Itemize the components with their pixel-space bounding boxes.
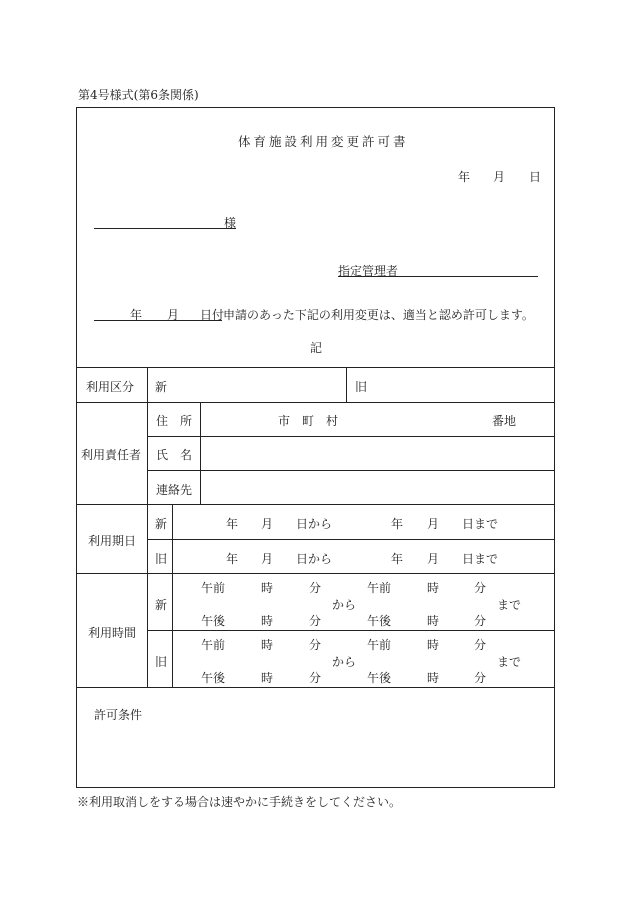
period-old-start-year: 年 — [226, 552, 239, 566]
period-old-end-day: 日まで — [462, 552, 499, 566]
time-old-mark: 旧 — [155, 655, 168, 669]
usage-time-label: 利用時間 — [88, 626, 137, 640]
time-new-end-am-hour: 時 — [427, 581, 440, 595]
issue-month-label: 月 — [493, 170, 506, 184]
time-old-end-pm-hour: 時 — [427, 671, 440, 685]
ki-label: 記 — [310, 341, 323, 355]
responsible-person-label: 利用責任者 — [81, 448, 142, 462]
time-old-start-pm-hour: 時 — [261, 671, 274, 685]
time-old-end-am: 午前 — [367, 638, 392, 652]
time-new-end-pm-hour: 時 — [427, 614, 440, 628]
time-new-until: まで — [497, 598, 522, 612]
period-new-end-year: 年 — [391, 517, 404, 531]
time-new-mark: 新 — [155, 598, 168, 612]
time-new-start-pm-minute: 分 — [309, 614, 322, 628]
time-old-start-pm: 午後 — [201, 671, 226, 685]
address-village-label: 村 — [326, 414, 339, 428]
time-old-from: から — [332, 655, 357, 669]
time-new-start-am-hour: 時 — [261, 581, 274, 595]
permit-conditions-label: 許可条件 — [94, 708, 143, 722]
issue-day-label: 日 — [529, 170, 542, 184]
issuer-label: 指定管理者 — [338, 264, 399, 278]
time-new-from: から — [332, 598, 357, 612]
period-old-end-month: 月 — [427, 552, 440, 566]
usage-category-old-label: 旧 — [355, 380, 368, 394]
time-old-end-pm: 午後 — [367, 671, 392, 685]
application-year-label: 年 — [130, 308, 143, 322]
form-title: 体育施設利用変更許可書 — [238, 134, 409, 149]
period-new-end-month: 月 — [427, 517, 440, 531]
period-old-start-month: 月 — [261, 552, 274, 566]
address-town-label: 町 — [302, 414, 315, 428]
time-old-start-am-minute: 分 — [309, 638, 322, 652]
time-new-start-pm-hour: 時 — [261, 614, 274, 628]
time-new-end-am-minute: 分 — [474, 581, 487, 595]
usage-category-label: 利用区分 — [86, 380, 135, 394]
addressee-suffix: 様 — [224, 216, 237, 230]
application-day-label: 日付 — [200, 308, 225, 322]
issue-year-label: 年 — [458, 170, 471, 184]
period-old-mark: 旧 — [155, 552, 168, 566]
address-label: 住 所 — [156, 414, 193, 428]
usage-period-label: 利用期日 — [88, 534, 137, 548]
cancellation-note: ※利用取消しをする場合は速やかに手続きをしてください。 — [77, 795, 402, 809]
time-new-end-pm: 午後 — [367, 614, 392, 628]
time-old-start-am: 午前 — [201, 638, 226, 652]
period-new-mark: 新 — [155, 517, 168, 531]
time-new-start-pm: 午後 — [201, 614, 226, 628]
time-new-start-am-minute: 分 — [309, 581, 322, 595]
permit-statement: 申請のあった下記の利用変更は、適当と認め許可します。 — [223, 308, 534, 322]
period-old-end-year: 年 — [391, 552, 404, 566]
time-old-start-pm-minute: 分 — [309, 671, 322, 685]
period-new-end-day: 日まで — [462, 517, 499, 531]
period-new-start-month: 月 — [261, 517, 274, 531]
time-old-until: まで — [497, 655, 522, 669]
address-city-label: 市 — [278, 414, 291, 428]
time-old-start-am-hour: 時 — [261, 638, 274, 652]
time-new-end-am: 午前 — [367, 581, 392, 595]
address-banchi-label: 番地 — [492, 414, 517, 428]
period-old-start-day: 日から — [296, 552, 333, 566]
time-old-end-pm-minute: 分 — [474, 671, 487, 685]
name-label: 氏 名 — [156, 448, 193, 462]
contact-label: 連絡先 — [156, 483, 193, 497]
time-old-end-am-hour: 時 — [427, 638, 440, 652]
application-month-label: 月 — [167, 308, 180, 322]
usage-category-new-label: 新 — [155, 380, 168, 394]
time-new-start-am: 午前 — [201, 581, 226, 595]
period-new-start-year: 年 — [226, 517, 239, 531]
addressee-field[interactable] — [94, 228, 236, 229]
time-new-end-pm-minute: 分 — [474, 614, 487, 628]
period-new-start-day: 日から — [296, 517, 333, 531]
issuer-field[interactable] — [338, 276, 538, 277]
permit-conditions-area[interactable] — [77, 688, 554, 787]
form-number: 第4号様式(第6条関係) — [78, 88, 199, 102]
time-old-end-am-minute: 分 — [474, 638, 487, 652]
